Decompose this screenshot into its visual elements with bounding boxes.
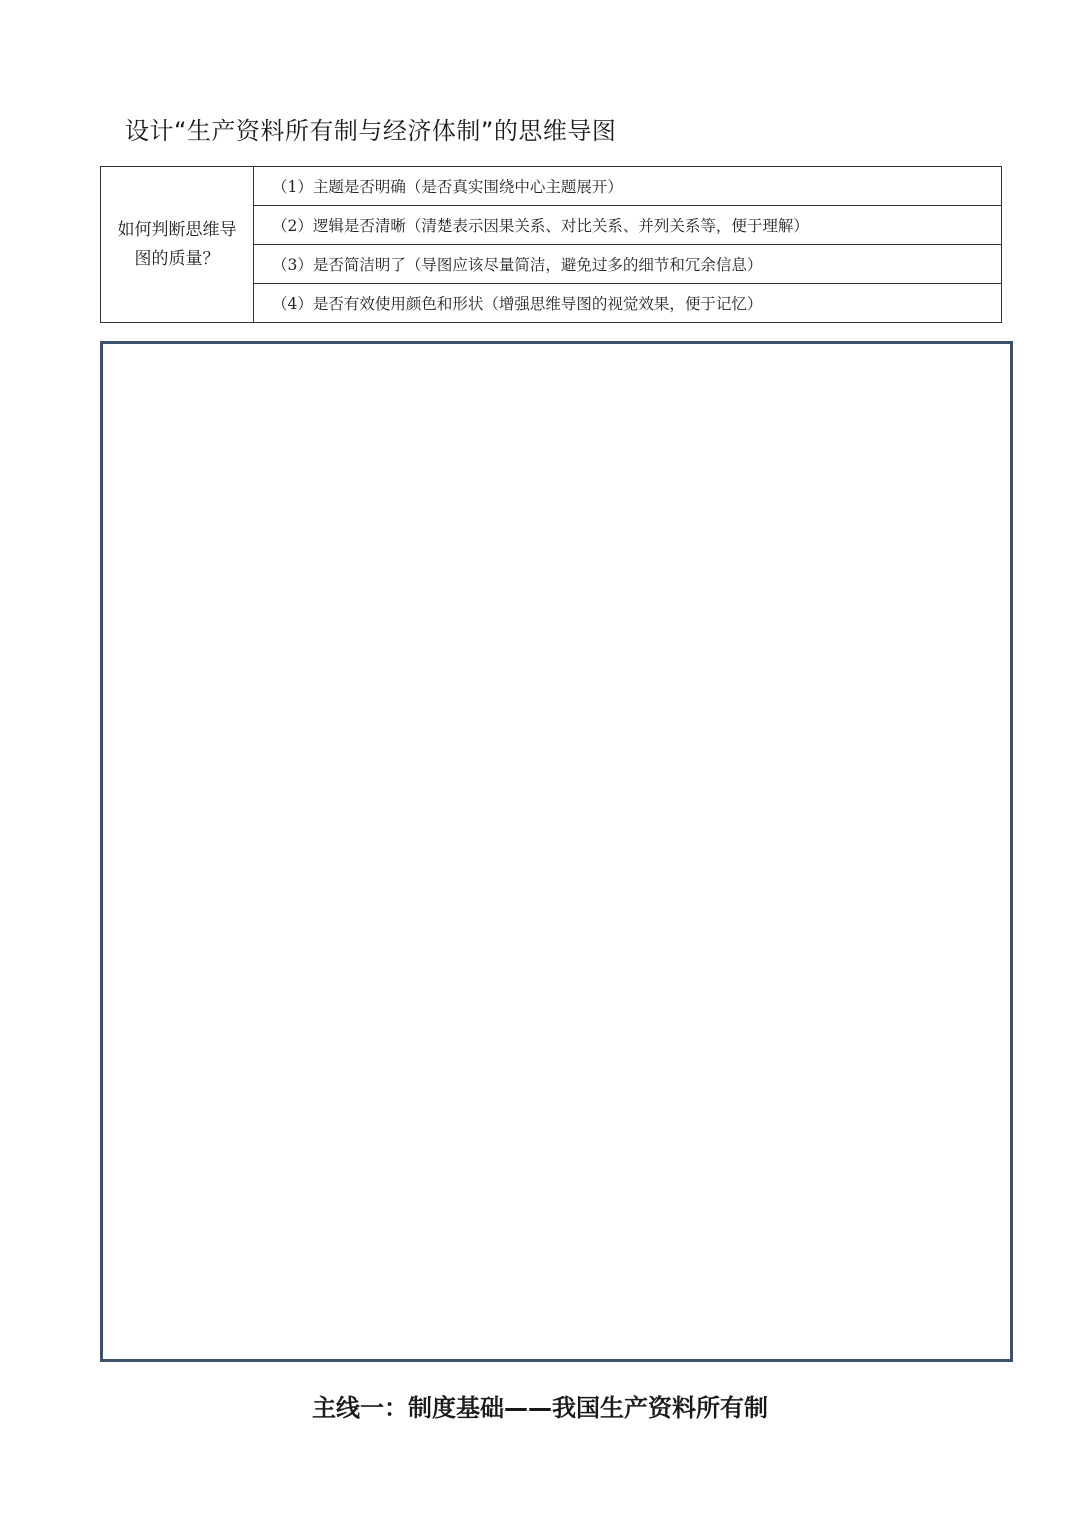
criteria-item-1: （1）主题是否明确（是否真实围绕中心主题展开）	[254, 167, 1002, 206]
page-title: 设计“生产资料所有制与经济体制”的思维导图	[125, 117, 617, 145]
section-heading: 主线一：制度基础——我国生产资料所有制	[312, 1394, 768, 1422]
table-row	[101, 167, 1002, 206]
criteria-question: 如何判断思维导图的质量？	[101, 167, 254, 323]
quality-criteria-table	[100, 166, 1002, 323]
criteria-item-4: （4）是否有效使用颜色和形状（增强思维导图的视觉效果，便于记忆）	[254, 284, 1002, 323]
criteria-item-3: （3）是否简洁明了（导图应该尽量简洁，避免过多的细节和冗余信息）	[254, 245, 1002, 284]
mind-map-drawing-area[interactable]	[100, 341, 1013, 1362]
criteria-item-2: （2）逻辑是否清晰（清楚表示因果关系、对比关系、并列关系等，便于理解）	[254, 206, 1002, 245]
